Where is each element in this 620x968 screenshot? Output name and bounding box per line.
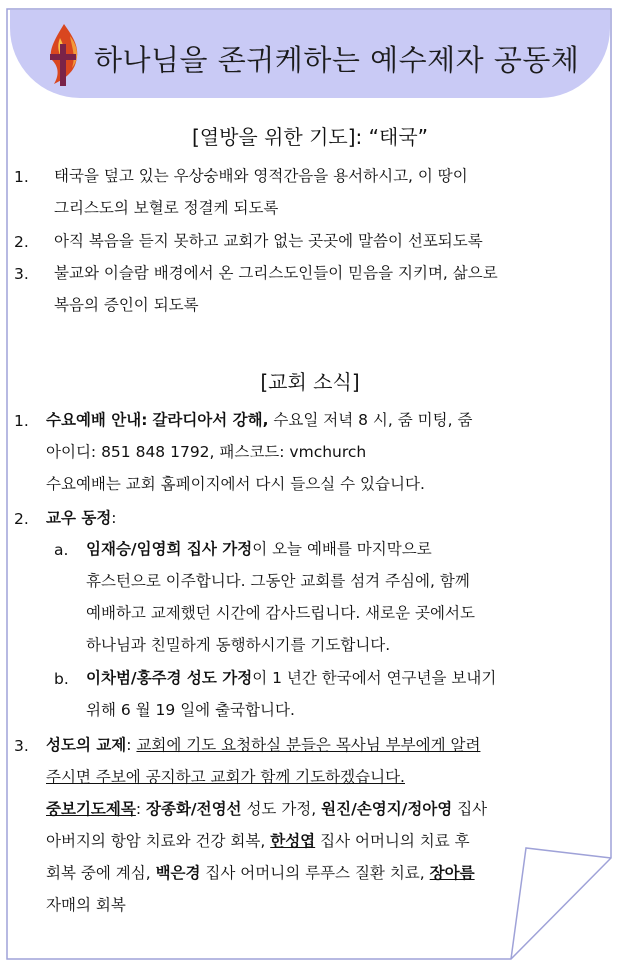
member-news-text: 예배하고 교제했던 시간에 감사드립니다. 새로운 곳에서도: [86, 604, 475, 622]
sub-item-letter: a.: [54, 541, 69, 559]
prayer-name: 장종화/전영선: [146, 800, 242, 818]
fellowship-line-2: [46, 767, 405, 787]
member-news-text: 이 오늘 예배를 마지막으로: [252, 540, 432, 558]
family-name: 이차범/홍주경 성도 가정: [86, 669, 253, 687]
prayer-item-text: 아직 복음을 듣지 못하고 교회가 없는 곳곳에 말씀이 선포되도록: [54, 232, 483, 250]
prayer-text: 집사 어머니의 치료 후: [320, 832, 470, 850]
intercession-line-4: 자매의 회복: [46, 896, 126, 914]
prayer-item-text: 태국을 덮고 있는 우상숭배와 영적간음을 용서하시고, 이 땅이: [54, 167, 468, 185]
header-banner: [10, 10, 610, 98]
prayer-text: 집사 어머니의 루푸스 질환 치료,: [205, 864, 425, 882]
prayer-item-text: 복음의 증인이 되도록: [54, 296, 199, 314]
church-name: 하나님을 존귀케하는 예수제자 공동체: [94, 43, 580, 77]
prayer-item-text: 불교와 이슬람 배경에서 온 그리스도인들이 믿음을 지키며, 삶으로: [54, 264, 498, 282]
fellowship-label: 성도의 교제: [46, 736, 127, 754]
prayer-name: 한성엽: [270, 832, 316, 850]
member-news-b-line: [86, 668, 496, 688]
intercession-line-3: [46, 863, 475, 883]
member-news-text: 이 1 년간 한국에서 연구년을 보내기: [252, 669, 497, 687]
member-news-text: 휴스턴으로 이주합니다. 그동안 교회를 섬겨 주심에, 함께: [86, 572, 470, 590]
prayer-item-number: 3.: [14, 265, 29, 283]
news-item-number: 1.: [14, 412, 29, 430]
prayer-request-notice: 주시면 주보에 공지하고 교회가 함께 기도하겠습니다.: [46, 768, 405, 786]
church-flame-cross-logo: [40, 22, 86, 88]
prayer-text: 성도 가정,: [246, 800, 317, 818]
colon: :: [135, 800, 142, 818]
prayer-item-text: 그리스도의 보혈로 정결케 되도록: [54, 199, 279, 217]
wednesday-service-label: 수요예배 안내:: [46, 411, 148, 429]
wednesday-service-line: [46, 410, 472, 430]
news-item-number: 2.: [14, 510, 29, 528]
prayer-name: 장아름: [429, 864, 475, 882]
sermon-series-title: 갈라디아서 강해,: [152, 411, 269, 429]
zoom-id-line: 아이디: 851 848 1792, 패스코드: vmchurch: [46, 443, 367, 461]
replay-notice-line: 수요예배는 교회 홈페이지에서 다시 들으실 수 있습니다.: [46, 475, 425, 493]
prayer-name: 백은경: [155, 864, 201, 882]
intercession-label: 중보기도제목: [46, 800, 136, 818]
intercession-line-2: [46, 831, 470, 851]
service-time-text: 수요일 저녁 8 시, 줌 미팅, 줌: [273, 411, 473, 429]
prayer-text: 회복 중에 계심,: [46, 864, 151, 882]
member-news-text: 하나님과 친밀하게 동행하시기를 기도합니다.: [86, 636, 391, 654]
news-item-number: 3.: [14, 737, 29, 755]
prayer-section-title: [열방을 위한 기도]: “태국”: [191, 125, 429, 149]
colon: :: [126, 736, 132, 754]
fellowship-line-1: [46, 735, 480, 755]
prayer-name: 원진/손영지/정아영: [321, 800, 453, 818]
prayer-text: 집사: [457, 800, 488, 818]
family-name: 임재승/임영희 집사 가정: [86, 540, 253, 558]
prayer-item-number: 1.: [14, 168, 29, 186]
sub-item-letter: b.: [54, 670, 69, 688]
news-section-title: [교회 소식]: [260, 370, 360, 394]
prayer-item-number: 2.: [14, 233, 29, 251]
member-news-text: 위해 6 월 19 일에 출국합니다.: [86, 701, 295, 719]
member-news-label: 교우 동정: [46, 509, 112, 527]
colon: :: [111, 509, 117, 527]
prayer-request-notice: 교회에 기도 요청하실 분들은 목사님 부부에게 알려: [136, 736, 481, 754]
member-news-a-line: [86, 539, 432, 559]
intercession-line-1: [46, 799, 487, 819]
prayer-text: 아버지의 항암 치료와 건강 회복,: [46, 832, 266, 850]
member-news-heading: [46, 508, 117, 528]
